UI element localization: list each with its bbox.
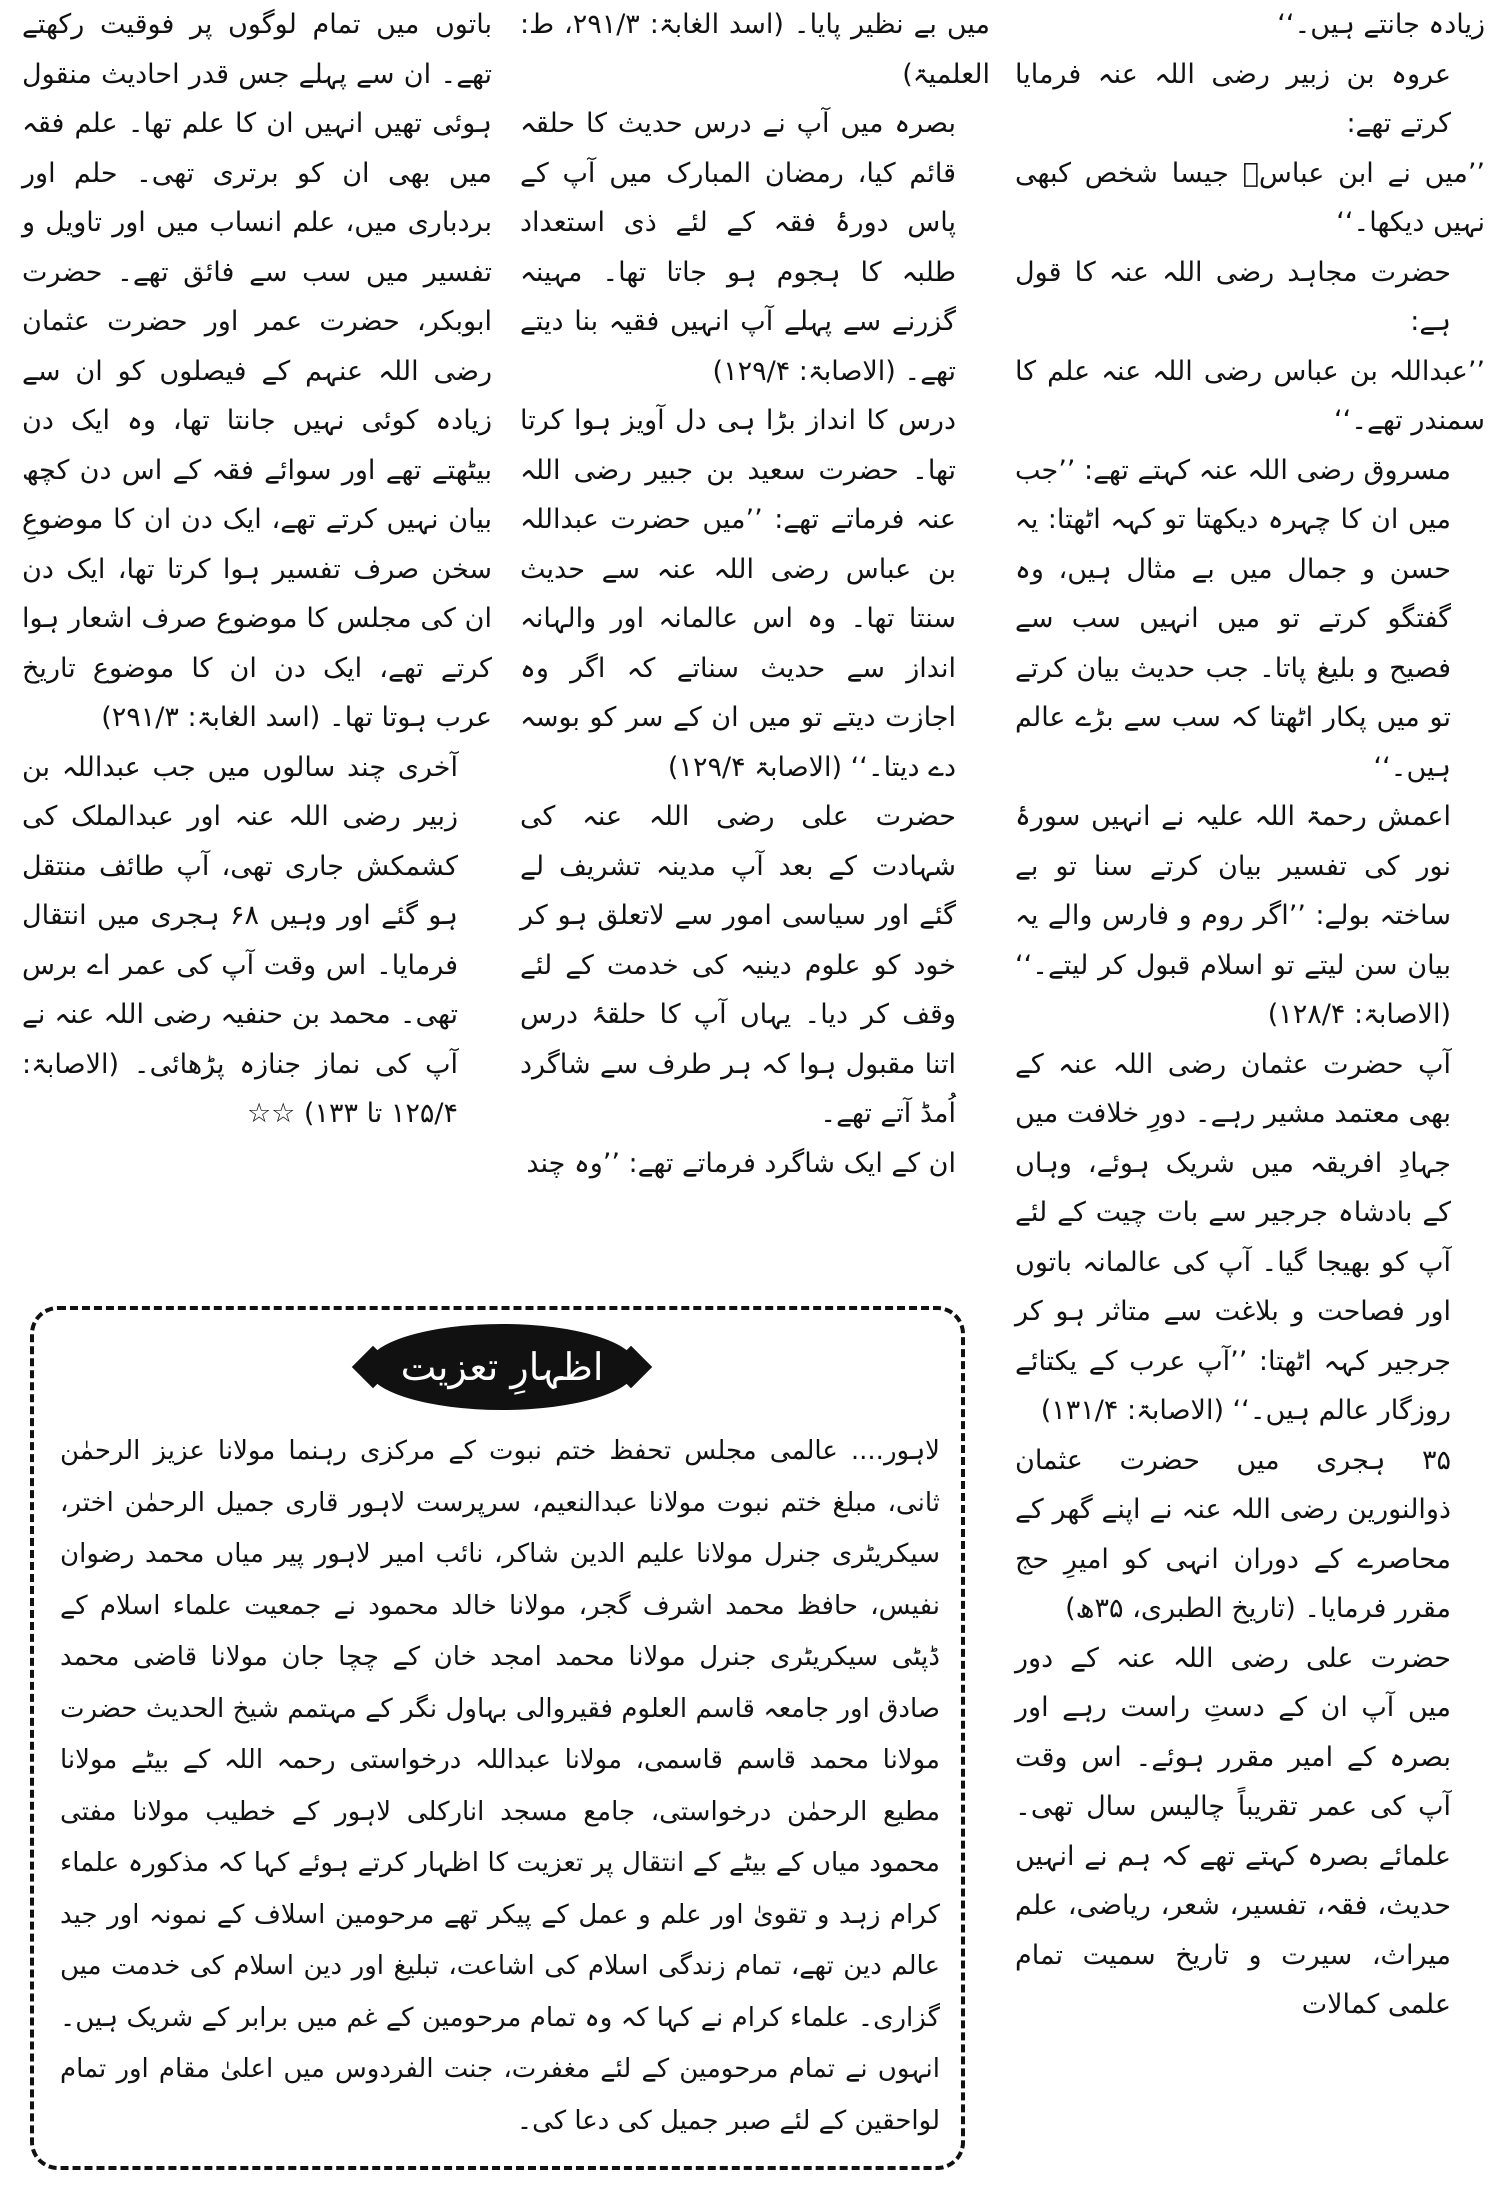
paragraph: ۳۵ ہجری میں حضرت عثمان ذوالنورین رضی اللہ عنہ نے اپنے گھر کے محاصرے کے دوران انہی کو امیرِ حج مقرر فرمایا۔ (تاریخ الطبری، ۳۵ھ) xyxy=(1015,1444,1451,1624)
paragraph: آخری چند سالوں میں جب عبداللہ بن زبیر رضی اللہ عنہ اور عبدالملک کی کشمکش جاری تھی، آپ طائف منتقل ہو گئے اور وہیں ۶۸ ہجری میں انتقال فرمایا۔ اس وقت آپ کی عمر اے برس تھی۔ محمد بن حنفیہ رضی اللہ عنہ نے آپ کی نماز جنازہ پڑھائی۔ (الاصابۃ: ۱۲۵/۴ تا ۱۳۳) ☆☆ xyxy=(22,751,458,1129)
condolence-notice-box xyxy=(30,1306,965,2170)
paragraph: میں بے نظیر پایا۔ (اسد الغابۃ: ۲۹۱/۳، ط: العلمیۃ) xyxy=(520,9,990,90)
paragraph: آپ حضرت عثمان رضی اللہ عنہ کے بھی معتمد مشیر رہے۔ دورِ خلافت میں جہادِ افریقہ میں شریک ہوئے، وہاں کے بادشاہ جرجیر سے بات چیت کے لئے آپ کو بھیجا گیا۔ آپ کی عالمانہ باتوں اور فصاحت و بلاغت سے متاثر ہو کر جرجیر کہہ اٹھتا: ’’آپ عرب کے یکتائے روزگار عالم ہیں۔‘‘ (الاصابۃ: ۱۳۱/۴) xyxy=(1015,1048,1451,1426)
paragraph: درس کا انداز بڑا ہی دل آویز ہوا کرتا تھا۔ حضرت سعید بن جبیر رضی اللہ عنہ فرماتے تھے: ’’میں حضرت عبداللہ بن عباس رضی اللہ عنہ سے حدیث سنتا تھا۔ وہ اس عالمانہ اور والہانہ انداز سے حدیث سناتے کہ اگر وہ اجازت دیتے تو میں ان کے سر کو بوسہ دے دیتا۔‘‘ (الاصابۃ ۱۲۹/۴) xyxy=(520,405,956,783)
paragraph: اعمش رحمۃ اللہ علیہ نے انہیں سورۂ نور کی تفسیر بیان کرتے سنا تو بے ساختہ بولے: ’’اگر روم و فارس والے یہ بیان سن لیتے تو اسلام قبول کر لیتے۔‘‘ (الاصابۃ: ۱۲۸/۴) xyxy=(1015,801,1451,1030)
column-right xyxy=(1015,0,1485,2030)
paragraph: عروہ بن زبیر رضی اللہ عنہ فرمایا کرتے تھے: xyxy=(1015,58,1451,139)
paragraph: بصرہ میں آپ نے درس حدیث کا حلقہ قائم کیا، رمضان المبارک میں آپ کے پاس دورۂ فقہ کے لئے ذی استعداد طلبہ کا ہجوم ہو جاتا تھا۔ مہینہ گزرنے سے پہلے آپ انہیں فقیہ بنا دیتے تھے۔ (الاصابۃ: ۱۲۹/۴) xyxy=(520,108,956,387)
paragraph: حضرت علی رضی اللہ عنہ کی شہادت کے بعد آپ مدینہ تشریف لے گئے اور سیاسی امور سے لاتعلق ہو کر خود کو علوم دینیہ کی خدمت کے لئے وقف کر دیا۔ یہاں آپ کا حلقۂ درس اتنا مقبول ہوا کہ ہر طرف سے شاگرد اُمڈ آتے تھے۔ xyxy=(520,801,956,1129)
paragraph: باتوں میں تمام لوگوں پر فوقیت رکھتے تھے۔ ان سے پہلے جس قدر احادیث منقول ہوئی تھیں انہیں ان کا علم تھا۔ علم فقہ میں بھی ان کو برتری تھی۔ حلم اور بردباری میں، علم انساب میں اور تاویل و تفسیر میں سب سے فائق تھے۔ حضرت ابوبکر، حضرت عمر اور حضرت عثمان رضی اللہ عنہم کے فیصلوں کو ان سے زیادہ کوئی نہیں جانتا تھا، وہ ایک دن بیٹھتے تھے اور سوائے فقہ کے اس دن کچھ بیان نہیں کرتے تھے، ایک دن ان کا موضوعِ سخن صرف تفسیر ہوا کرتا تھا، ایک دن ان کی مجلس کا موضوع صرف اشعار ہوا کرتے تھے، ایک دن ان کا موضوع تاریخ عرب ہوتا تھا۔ (اسد الغابۃ: ۲۹۱/۳) xyxy=(22,9,492,733)
column-middle xyxy=(520,0,990,1188)
quote: ’’عبداللہ بن عباس رضی اللہ عنہ علم کا سمندر تھے۔‘‘ xyxy=(1015,355,1485,436)
paragraph: حضرت علی رضی اللہ عنہ کے دور میں آپ ان کے دستِ راست رہے اور بصرہ کے امیر مقرر ہوئے۔ اس وقت آپ کی عمر تقریباً چالیس سال تھی۔ علمائے بصرہ کہتے تھے کہ ہم نے انہیں حدیث، فقہ، تفسیر، شعر، ریاضی، علم میراث، سیرت و تاریخ سمیت تمام علمی کمالات xyxy=(1015,1642,1451,2020)
notice-title-banner xyxy=(368,1324,636,1410)
notice-title: اظہارِ تعزیت xyxy=(400,1345,604,1389)
paragraph: حضرت مجاہد رضی اللہ عنہ کا قول ہے: xyxy=(1015,256,1451,337)
notice-body: لاہور.... عالمی مجلس تحفظ ختم نبوت کے مرکزی رہنما مولانا عزیز الرحمٰن ثانی، مبلغ ختم نبوت مولانا عبدالنعیم، سرپرست لاہور قاری جمیل الرحمٰن اختر، سیکریٹری جنرل مولانا علیم الدین شاکر، نائب امیر لاہور پیر میاں محمد رضوان نفیس، حافظ محمد اشرف گجر، مولانا خالد محمود نے جمعیت علماء اسلام کے ڈپٹی سیکریٹری جنرل مولانا محمد امجد خان کے چچا جان مولانا قاضی محمد صادق اور جامعہ قاسم العلوم فقیروالی بہاول نگر کے مہتمم شیخ الحدیث حضرت مولانا محمد قاسم قاسمی، مولانا عبداللہ درخواستی رحمہ اللہ کے بیٹے مولانا مطیع الرحمٰن درخواستی، جامع مسجد انارکلی لاہور کے خطیب مولانا مفتی محمود میاں کے بیٹے کے انتقال پر تعزیت کا اظہار کرتے ہوئے کہا کہ مذکورہ علماء کرام زہد و تقویٰ اور علم و عمل کے پیکر تھے مرحومین اسلاف کے نمونہ اور جید عالم دین تھے، تمام زندگی اسلام کی اشاعت، تبلیغ اور دین اسلام کی خدمت میں گزاری۔ علماء کرام نے کہا کہ وہ تمام مرحومین کے غم میں برابر کے شریک ہیں۔ انہوں نے تمام مرحومین کے لئے مغفرت، جنت الفردوس میں اعلیٰ مقام اور تمام لواحقین کے لئے صبر جمیل کی دعا کی۔ xyxy=(60,1436,940,2136)
column-left xyxy=(22,0,492,1139)
quote: ’’میں نے ابن عباسؓ جیسا شخص کبھی نہیں دیکھا۔‘‘ xyxy=(1015,157,1485,238)
paragraph: مسروق رضی اللہ عنہ کہتے تھے: ’’جب میں ان کا چہرہ دیکھتا تو کہہ اٹھتا: یہ حسن و جمال میں بے مثال ہیں، وہ گفتگو کرتے تو میں انہیں سب سے فصیح و بلیغ پاتا۔ جب حدیث بیان کرتے تو میں پکار اٹھتا کہ سب سے بڑے عالم ہیں۔‘‘ xyxy=(1015,454,1451,783)
paragraph: ان کے ایک شاگرد فرماتے تھے: ’’وہ چند xyxy=(526,1147,956,1179)
paragraph: زیادہ جانتے ہیں۔‘‘ xyxy=(1277,9,1485,40)
